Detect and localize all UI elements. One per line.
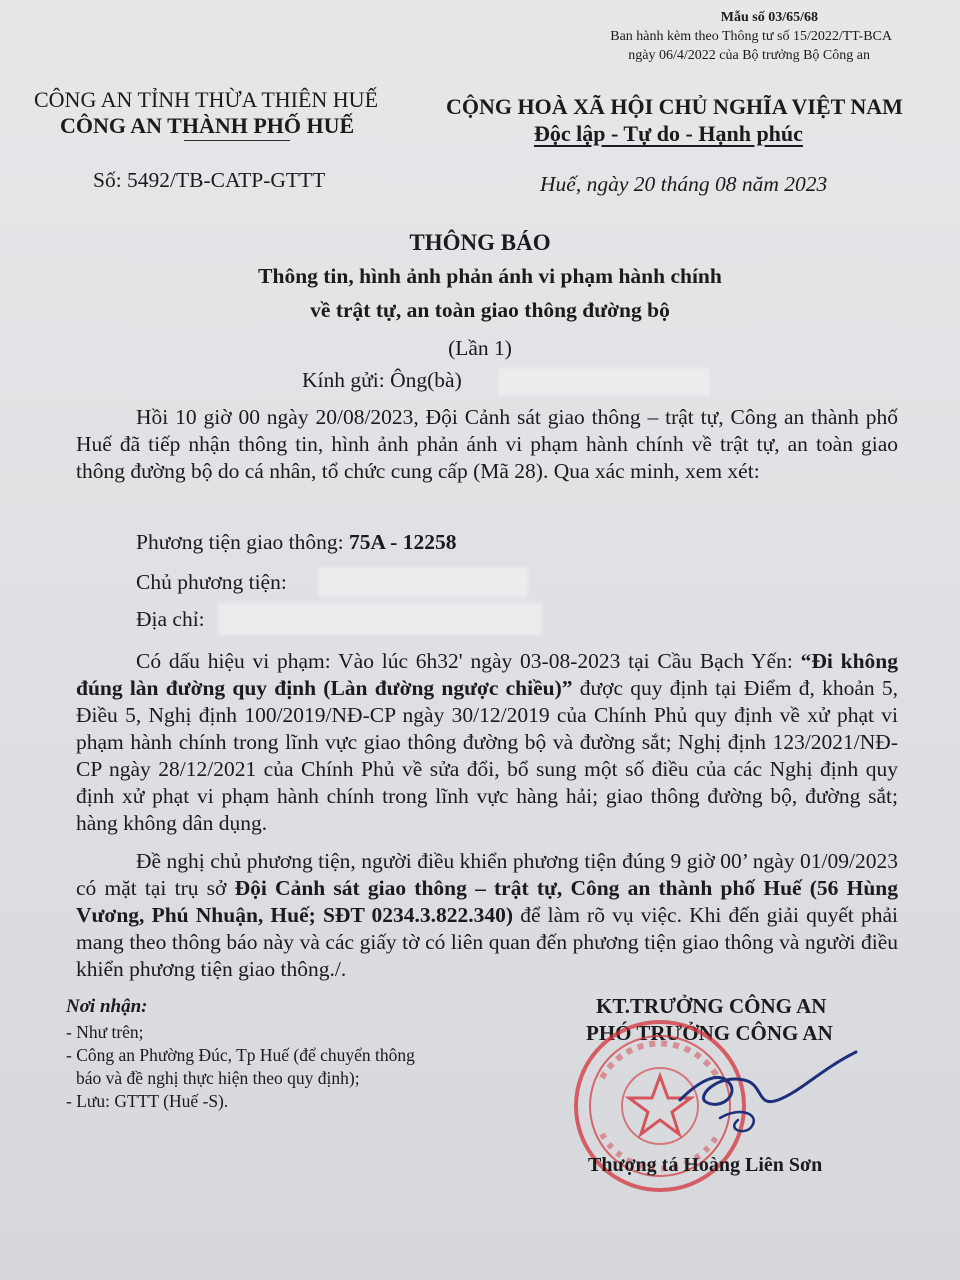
handwritten-signature — [660, 1040, 870, 1150]
intro-paragraph: Hồi 10 giờ 00 ngày 20/08/2023, Đội Cảnh sát giao thông – trật tự, Công an thành phố Huế đã tiếp nhận thông tin, hình ảnh phản ánh vi phạm hành chính về trật tự, an toàn giao thông đường bộ do cá nhân, tổ chức cung cấp (Mã 28). Qua xác minh, xem xét: — [76, 405, 898, 483]
signer-title-2: PHÓ TRƯỞNG CÔNG AN — [586, 1021, 833, 1045]
nation-motto: Độc lập - Tự do - Hạnh phúc — [534, 121, 803, 146]
agency-underline — [184, 140, 290, 141]
violation-legal-basis: được quy định tại Điểm đ, khoản 5, Điều 5, Nghị định 100/2019/NĐ-CP ngày 30/12/2019 của Chính Phủ quy định về xử phạt vi phạm hành chính trong lĩnh vực giao thông đường bộ và đường sắt; Nghị định 123/2021/NĐ-CP ngày 28/12/2021 của Chính Phủ về sửa đổi, bổ sung một số điều của các Nghị định quy định xử phạt vi phạm hành chính trong lĩnh vực hàng hải; giao thông đường bộ, đường sắt; hàng không dân dụng. — [76, 676, 898, 835]
violation-paragraph — [76, 648, 898, 837]
recipient-2: - Công an Phường Đúc, Tp Huế (để chuyển thông — [66, 1045, 415, 1065]
recipient-2-cont: báo và đề nghị thực hiện theo quy định); — [76, 1068, 360, 1088]
agency-name: CÔNG AN THÀNH PHỐ HUẾ — [60, 113, 355, 138]
notice-subtitle-1: Thông tin, hình ảnh phản ánh vi phạm hành chính — [258, 264, 722, 288]
owner-label: Chủ phương tiện: — [136, 570, 287, 594]
recipient-3: - Lưu: GTTT (Huế -S). — [66, 1091, 229, 1111]
violation-lead: Có dấu hiệu vi phạm: Vào lúc 6h32' ngày 03-08-2023 tại Cầu Bạch Yến: — [136, 649, 793, 673]
request-office: Đội Cảnh sát giao thông – trật tự, Công an thành phố Huế (56 Hùng Vương, Phú Nhuận, Huế; SĐT 0234.3.822.340) — [76, 876, 898, 927]
request-lead: Đề nghị chủ phương tiện, người điều khiển phương tiện đúng 9 giờ 00’ ngày 01/09/2023 có mặt tại trụ sở — [76, 849, 898, 900]
signer-name: Thượng tá Hoàng Liên Sơn — [588, 1154, 823, 1176]
vehicle-line — [136, 530, 456, 555]
greeting: Kính gửi: Ông(bà) — [302, 368, 462, 392]
redacted-recipient-name — [498, 368, 710, 396]
address-label: Địa chỉ: — [136, 607, 205, 631]
notice-subtitle-2: về trật tự, an toàn giao thông đường bộ — [310, 298, 670, 322]
form-number: Mẫu số 03/65/68 — [720, 10, 818, 25]
redacted-address — [218, 603, 542, 635]
recipients-title: Nơi nhận: — [66, 996, 148, 1017]
license-plate: 75A - 12258 — [348, 530, 457, 554]
nation-title: CỘNG HOÀ XÃ HỘI CHỦ NGHĨA VIỆT NAM — [446, 94, 903, 119]
document-number: Số: 5492/TB-CATP-GTTT — [93, 168, 326, 192]
redacted-owner — [318, 567, 528, 597]
form-issued-date-line: ngày 06/4/2022 của Bộ trưởng Bộ Công an — [628, 48, 870, 63]
form-issued-line: Ban hành kèm theo Thông tư số 15/2022/TT-BCA — [610, 29, 892, 44]
violation-description: “Đi không đúng làn đường quy định (Làn đường ngược chiều)” — [76, 649, 899, 700]
place-date: Huế, ngày 20 tháng 08 năm 2023 — [540, 172, 828, 196]
request-rest: để làm rõ vụ việc. Khi đến giải quyết phải mang theo thông báo này và các giấy tờ có liên quan đến phương tiện giao thông và người điều khiển phương tiện giao thông./. — [76, 903, 898, 981]
notice-round: (Lần 1) — [448, 336, 512, 360]
signer-title-1: KT.TRƯỞNG CÔNG AN — [596, 994, 827, 1018]
vehicle-label: Phương tiện giao thông: — [136, 530, 344, 554]
recipient-1: - Như trên; — [66, 1022, 144, 1042]
notice-title: THÔNG BÁO — [409, 230, 551, 255]
agency-parent: CÔNG AN TỈNH THỪA THIÊN HUẾ — [34, 87, 379, 112]
request-paragraph — [76, 848, 898, 983]
